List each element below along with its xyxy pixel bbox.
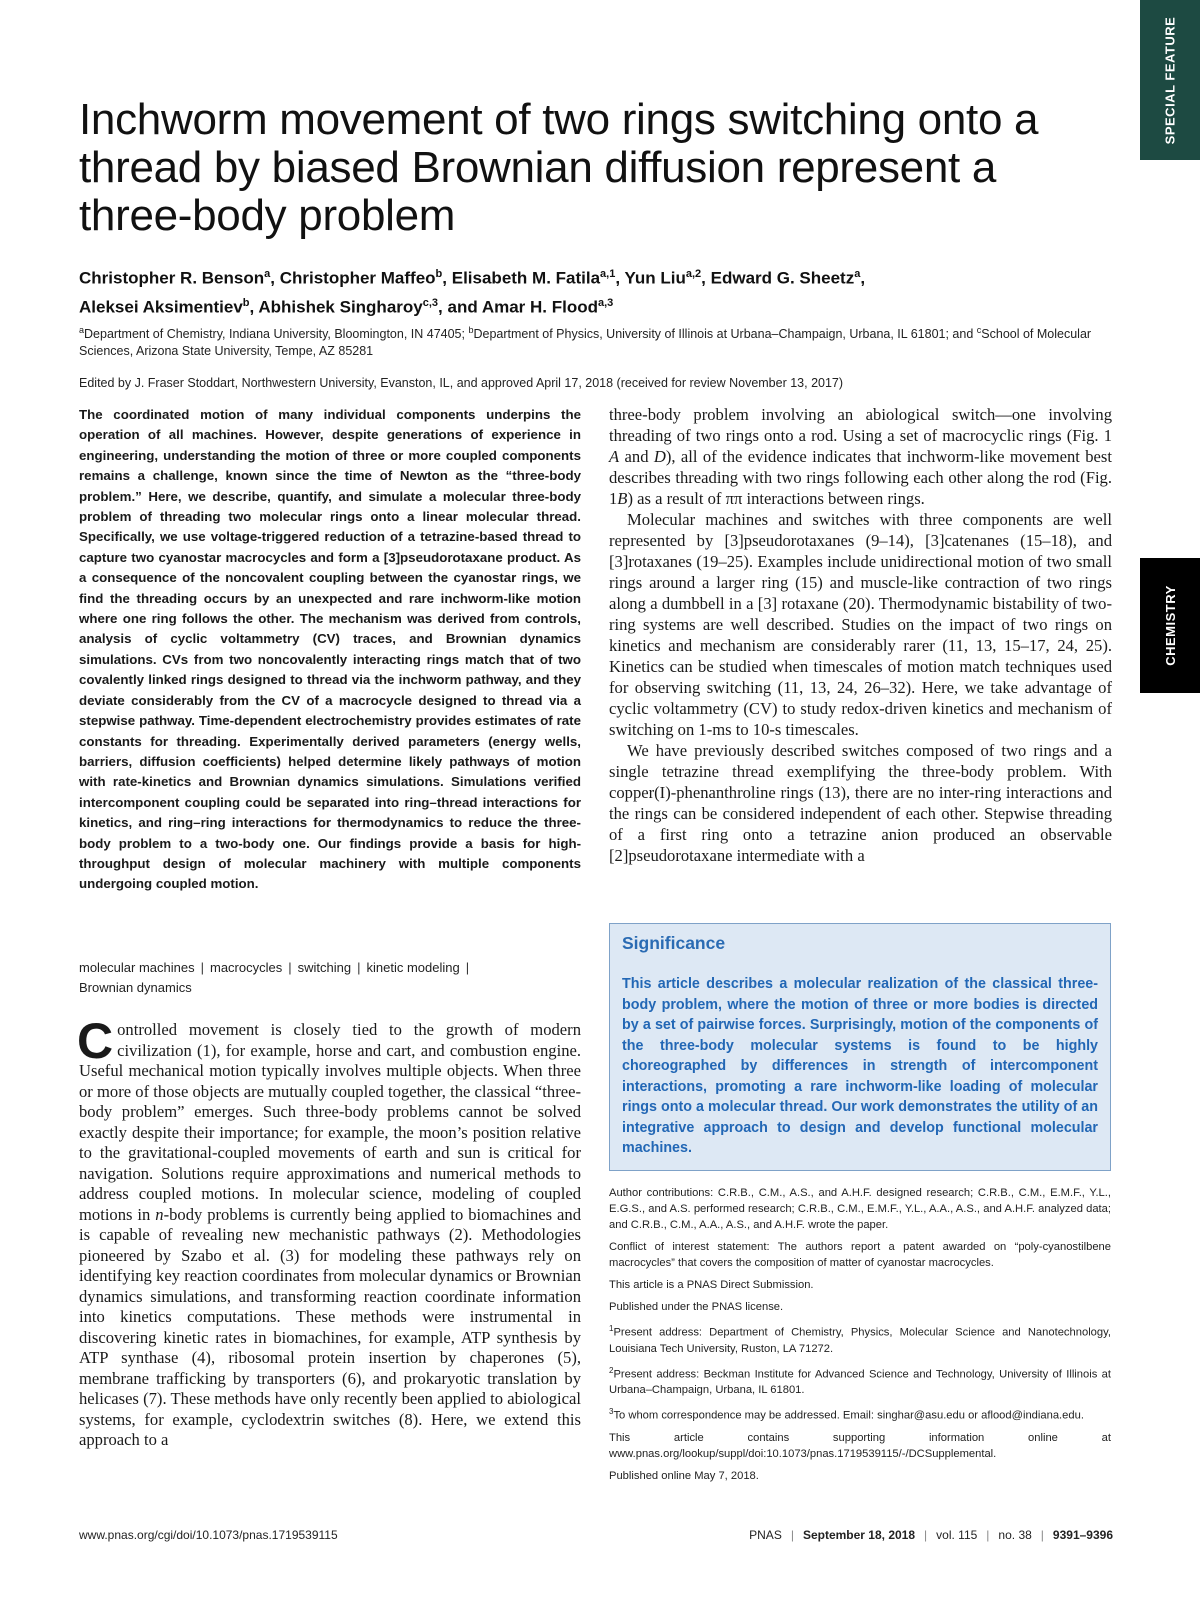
- license-note: Published under the PNAS license.: [609, 1301, 784, 1313]
- author-name[interactable]: Aleksei Aksimentiev: [79, 297, 243, 317]
- keyword[interactable]: Brownian dynamics: [79, 980, 192, 995]
- author-affil-mark: a: [854, 268, 861, 280]
- special-feature-label: SPECIAL FEATURE: [1162, 16, 1178, 144]
- body-paragraph-1: [609, 404, 1112, 509]
- figure-panel-ref: D: [653, 447, 666, 466]
- keyword-separator: |: [357, 960, 361, 975]
- body-text: three-body problem involving an abiological switch—one involving threading of two rings onto a rod. Using a set of macrocyclic rings (Fig. 1: [609, 405, 1112, 445]
- author-affil-mark: a: [264, 268, 271, 280]
- footer-separator: |: [924, 1528, 928, 1542]
- author-name[interactable]: Elisabeth M. Fatila: [451, 268, 601, 288]
- footnote-text: Present address: Beckman Institute for Advanced Science and Technology, University of Illinois at Urbana–Champaign, Urbana, IL 61801.: [609, 1368, 1111, 1397]
- conflict-statement: Conflict of interest statement: The authors report a patent awarded on “poly-cyanostilbene macrocycles” that covers the composition of matter of cyanostar macrocycles.: [609, 1241, 1111, 1269]
- citation-info: [749, 1528, 1113, 1542]
- right-column-body: [609, 404, 1112, 866]
- author-name[interactable]: Edward G. Sheetz: [710, 268, 855, 288]
- body-text: ), all of the evidence indicates that inchworm-like movement best describes threading with two rings following each other along the rod (Fig. 1: [609, 447, 1112, 508]
- author-list: Christopher R. Benson$^a$, Christopher Maffeo$^b$, Elisabeth M. Fatila$^{a,1}$, Yun Liu$^{a,2}$, Edward G. Sheetz$^a$, Aleksei Aksimentiev$^b$, Abhishek Singharoy$^{c,3}$, and Amar H. Flood$^{a,3}$: [79, 268, 866, 317]
- author-name[interactable]: Christopher R. Benson: [79, 268, 265, 288]
- footnote-text: Present address: Department of Chemistry, Physics, Molecular Science and Nanotechnology, Louisiana Tech University, Ruston, LA 71272.: [609, 1326, 1111, 1355]
- author-affil-mark: a,2: [685, 268, 702, 280]
- keyword[interactable]: kinetic modeling: [366, 960, 460, 975]
- keyword-separator: |: [200, 960, 204, 975]
- affil-mark-c: c: [976, 325, 982, 335]
- author-name[interactable]: Abhishek Singharoy: [258, 297, 423, 317]
- author-name[interactable]: Christopher Maffeo: [279, 268, 436, 288]
- footnote-mark: 1: [609, 1324, 614, 1333]
- footnote-1: [609, 1321, 1111, 1357]
- significance-text: This article describes a molecular realization of the classical three-body problem, where the motion of three or more bodies is directed by a set of pairwise forces. Surprisingly, motion of the components of the three-body molecular systems is found to be highly choreographed by differences in strength of intercomponent interactions, promoting a rare inchworm-like loading of molecular rings onto a molecular thread. Our work demonstrates the utility of an integrative approach to design and develop functional molecular machines.: [622, 976, 1098, 1156]
- figure-panel-ref: B: [617, 489, 628, 508]
- supporting-info[interactable]: This article contains supporting information online at www.pnas.org/lookup/suppl/doi:10.1073/pnas.1719539115/-/DCSupplemental.: [609, 1432, 1111, 1461]
- figure-panel-ref: A: [609, 447, 620, 466]
- intro-text-b: -body problems is currently being applied to biomachines and is capable of revealing new mechanistic pathways (2). Methodologies pioneered by Szabo et al. (3) for modeling these pathways rely on identifying key reaction coordinates from molecular dynamics or Brownian dynamics simulations, and transforming reaction coordinate information into kinetics computations. These methods were instrumental in discovering kinetic rates in biomachines, for example, ATP synthesis by ATP synthase (4), ribosomal protein insertion by chaperones (5), membrane trafficking by transporters (6), and prokaryotic translation by helicases (7). These methods have only recently been applied to abiological systems, for example, cyclodextrin switches (8). Here, we extend this approach to a: [79, 1204, 582, 1449]
- author-join-word: and: [447, 297, 478, 317]
- intro-italic-n: n: [155, 1204, 164, 1224]
- keyword-separator: |: [465, 960, 470, 975]
- author-affil-mark: c,3: [422, 296, 439, 309]
- affil-mark-b: b: [468, 325, 474, 335]
- doi-link[interactable]: www.pnas.org/cgi/doi/10.1073/pnas.1719539115: [79, 1528, 338, 1542]
- affiliation-c: School of Molecular Sciences, Arizona State University, Tempe, AZ 85281: [79, 327, 1092, 359]
- significance-box: [609, 923, 1111, 1171]
- page-range: 9391–9396: [1052, 1528, 1113, 1542]
- keyword[interactable]: molecular machines: [79, 960, 195, 975]
- author-name[interactable]: Yun Liu: [624, 268, 686, 288]
- article-title: Inchworm movement of two rings switching onto a thread by biased Brownian diffusion represent a three-body problem: [79, 95, 1039, 240]
- intro-paragraph: [77, 1013, 582, 1451]
- author-affil-mark: a,1: [600, 268, 616, 280]
- body-text: and: [619, 447, 654, 466]
- footnote-3: [609, 1404, 1111, 1424]
- drop-cap: C: [77, 1013, 114, 1069]
- body-paragraph-2: Molecular machines and switches with three components are well represented by [3]pseudorotaxanes (9–14), [3]catenanes (15–18), and [3]rotaxanes (19–25). Examples include unidirectional motion of two small rings around a larger ring (15) and muscle-like contraction of two rings along a dumbbell in a [3] rotaxane (20). Thermodynamic bistability of two-ring systems are well described. Studies on the impact of two rings on kinetics and mechanism are considerably rarer (11, 13, 15–17, 24, 25). Kinetics can be studied when timescales of motion match techniques used for observing switching (11, 13, 24, 26–32). Here, we take advantage of cyclic voltammetry (CV) to study redox-driven kinetics and mechanism of switching on 1-ms to 10-s timescales.: [609, 510, 1112, 739]
- author-affil-mark: a,3: [597, 296, 614, 309]
- footnote-mark: 2: [609, 1365, 614, 1375]
- abstract: The coordinated motion of many individual components underpins the operation of all machines. However, despite generations of experience in engineering, understanding the motion of three or more coupled components remains a challenge, known since the time of Newton as the “three-body problem.” Here, we describe, quantify, and simulate a molecular three-body problem of threading two molecular rings onto a linear molecular thread. Specifically, we use voltage-triggered reduction of a tetrazine-based thread to capture two cyanostar macrocycles and form a [3]pseudorotaxane product. As a consequence of the noncovalent coupling between the cyanostar rings, we find the threading occurs by an unexpected and rare inchworm-like motion where one ring follows the other. The mechanism was derived from controls, analysis of cyclic voltammetry (CV) traces, and Brownian dynamics simulations. CVs from two noncovalently interacting rings match that of two covalently linked rings designed to thread via the inchworm pathway, and they deviate considerably from the CV of a macrocycle designed to thread via a stepwise pathway. Time-dependent electrochemistry provides estimates of rate constants for threading. Experimentally derived parameters (energy wells, barriers, diffusion coefficients) helped determine likely pathways of motion with rate-kinetics and Brownian dynamics simulations. Simulations verified intercomponent coupling could be separated into ring–thread interactions for kinetics, and ring–ring interactions for thermodynamics to reduce the three-body problem to a two-body one. Our findings provide a basis for high-throughput design of molecular machinery with multiple components undergoing coupled motion.: [79, 407, 581, 892]
- keyword[interactable]: switching: [297, 960, 352, 975]
- author-affil-mark: b: [242, 296, 250, 309]
- journal-name: PNAS: [749, 1528, 782, 1542]
- body-text: ) as a result of ππ interactions between rings.: [627, 489, 925, 508]
- significance-heading: Significance: [622, 933, 726, 953]
- keyword[interactable]: macrocycles: [210, 960, 283, 975]
- published-online: Published online May 7, 2018.: [609, 1470, 759, 1483]
- footer-separator: |: [790, 1528, 794, 1542]
- edited-by: Edited by J. Fraser Stoddart, Northwestern University, Evanston, IL, and approved April 17, 2018 (received for review November 13, 2017): [79, 376, 844, 390]
- affiliation-a: Department of Chemistry, Indiana University, Bloomington, IN 47405;: [84, 327, 465, 342]
- footer-separator: |: [986, 1528, 990, 1542]
- page-footer: [79, 1528, 1113, 1546]
- author-affil-mark: b: [435, 268, 443, 280]
- direct-submission: This article is a PNAS Direct Submission.: [609, 1279, 814, 1291]
- footnotes: [609, 1185, 1111, 1490]
- author-contributions: Author contributions: C.R.B., C.M., A.S., and A.H.F. designed research; C.R.B., C.M., E.M.F., Y.L., E.G.S., and A.S. performed research; C.R.B., C.M., E.M.F., Y.L., A.A., A.S., and A.H.F. analyzed data; and C.R.B., C.M., A.A., A.S., and A.H.F. wrote the paper.: [609, 1187, 1111, 1231]
- keyword-list: [79, 958, 549, 998]
- footnote-text: To whom correspondence may be addressed. Email: singhar@asu.edu or aflood@indiana.edu.: [613, 1410, 1084, 1423]
- affiliation-b: Department of Physics, University of Illinois at Urbana–Champaign, Urbana, IL 61801; and: [473, 327, 974, 342]
- body-paragraph-3: We have previously described switches composed of two rings and a single tetrazine thread exemplifying the three-body problem. With copper(I)-phenanthroline rings (13), there are no inter-ring interactions and the rings can be considered independent of each other. Stepwise threading of a first ring onto a tetrazine anion produced an observable [2]pseudorotaxane intermediate with a: [609, 741, 1112, 865]
- author-name[interactable]: Amar H. Flood: [481, 297, 598, 317]
- intro-text-a: ontrolled movement is closely tied to the growth of modern civilization (1), for example, horse and cart, and combustion engine. Useful mechanical motion typically involves multiple objects. When three or more of those objects are mutually coupled together, the classical “three-body problem” emerges. Such three-body problems cannot be solved exactly despite their importance; for example, the moon’s position relative to the gravitational-coupled movements of earth and sun is critical for navigation. Solutions require approximations and numerical methods to address coupled motions. In molecular science, modeling of coupled motions in: [79, 1020, 581, 1224]
- special-feature-tab: [1140, 0, 1200, 160]
- issue-date: September 18, 2018: [802, 1528, 916, 1542]
- footer-separator: |: [1040, 1528, 1044, 1542]
- keyword-separator: |: [288, 960, 292, 975]
- issue-number: no. 38: [998, 1528, 1032, 1542]
- affiliations: [79, 322, 1119, 360]
- section-label: CHEMISTRY: [1162, 585, 1178, 666]
- footnote-mark: 3: [609, 1407, 614, 1417]
- footnote-2: [609, 1363, 1111, 1399]
- volume: vol. 115: [936, 1528, 978, 1542]
- section-tab: [1140, 558, 1200, 693]
- affil-mark-a: a: [79, 325, 85, 335]
